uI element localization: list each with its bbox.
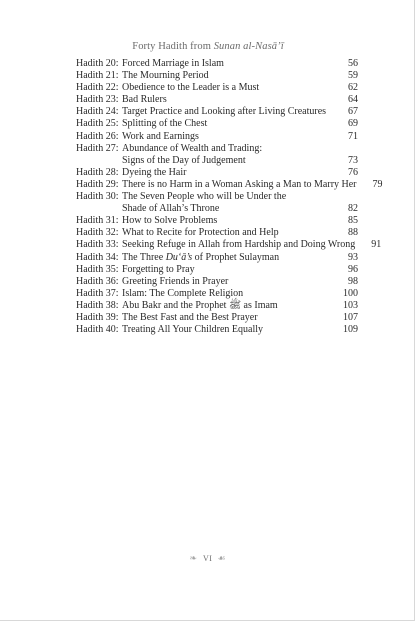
hadith-title: Forgetting to Pray bbox=[122, 263, 195, 275]
hadith-number: Hadith 33: bbox=[76, 239, 119, 251]
toc-entry bbox=[76, 143, 358, 155]
toc-entry bbox=[76, 252, 358, 264]
toc-entry bbox=[76, 155, 358, 167]
page-number: 96 bbox=[348, 263, 358, 275]
hadith-title-part: of Prophet Sulayman bbox=[192, 251, 280, 263]
hadith-title: How to Solve Problems bbox=[122, 215, 218, 227]
header-book-title: Sunan al-Nasā’ī bbox=[213, 41, 284, 52]
page-number: 85 bbox=[348, 215, 358, 227]
toc-entry bbox=[76, 131, 358, 143]
hadith-title: Work and Earnings bbox=[122, 130, 199, 142]
toc-entry bbox=[76, 106, 358, 118]
toc-entry bbox=[76, 264, 358, 276]
toc-entry bbox=[76, 203, 358, 215]
hadith-number: Hadith 40: bbox=[76, 324, 119, 336]
toc-entry bbox=[76, 58, 358, 70]
page-number: 56 bbox=[348, 58, 358, 69]
hadith-number: Hadith 22: bbox=[76, 82, 119, 94]
toc-entry bbox=[76, 312, 358, 324]
page-number: 109 bbox=[343, 324, 358, 336]
hadith-number: Hadith 34: bbox=[76, 251, 119, 263]
footer-ornament-left: ❧ bbox=[189, 553, 198, 563]
hadith-number: Hadith 20: bbox=[76, 58, 119, 69]
hadith-title: Greeting Friends in Prayer bbox=[122, 275, 229, 287]
page-number bbox=[332, 191, 358, 203]
hadith-title: Shade of Allah’s Throne bbox=[122, 203, 220, 215]
hadith-title: The Mourning Period bbox=[122, 70, 209, 82]
page-number: 91 bbox=[371, 239, 382, 251]
running-header bbox=[0, 41, 416, 52]
toc-entry bbox=[76, 82, 358, 94]
page-number: 103 bbox=[343, 299, 358, 311]
hadith-title: Bad Rulers bbox=[122, 94, 167, 106]
page-footer bbox=[0, 553, 416, 564]
page-number: 76 bbox=[348, 166, 358, 178]
hadith-number: Hadith 35: bbox=[76, 263, 119, 275]
toc-entry bbox=[76, 94, 358, 106]
hadith-number bbox=[76, 155, 122, 167]
hadith-number: Hadith 21: bbox=[76, 70, 119, 82]
page-number: 100 bbox=[343, 287, 358, 299]
toc-entry bbox=[76, 239, 382, 251]
hadith-title: Obedience to the Leader is a Must bbox=[122, 82, 260, 94]
hadith-number: Hadith 36: bbox=[76, 275, 119, 287]
hadith-title: Signs of the Day of Judgement bbox=[122, 154, 246, 166]
page-number: 64 bbox=[348, 94, 358, 106]
page-number: 93 bbox=[348, 251, 358, 263]
hadith-number: Hadith 39: bbox=[76, 311, 119, 323]
toc-entry bbox=[76, 288, 358, 300]
hadith-title: The Best Fast and the Best Prayer bbox=[122, 311, 258, 323]
page-number: 67 bbox=[348, 106, 358, 118]
table-of-contents bbox=[76, 58, 383, 336]
toc-entry bbox=[76, 215, 358, 227]
hadith-title: Splitting of the Chest bbox=[122, 118, 208, 130]
page-number: 59 bbox=[348, 70, 358, 82]
hadith-number: Hadith 23: bbox=[76, 94, 119, 106]
hadith-title: The Seven People who will be Under the bbox=[122, 191, 287, 203]
hadith-number: Hadith 29: bbox=[76, 178, 119, 190]
hadith-number: Hadith 25: bbox=[76, 118, 119, 130]
hadith-title: Forced Marriage in Islam bbox=[122, 58, 224, 69]
toc-entry bbox=[76, 178, 383, 191]
page-number: 82 bbox=[348, 203, 358, 215]
toc-entry bbox=[76, 167, 358, 179]
hadith-number: Hadith 31: bbox=[76, 215, 119, 227]
hadith-title-part: The Three bbox=[122, 251, 166, 263]
toc-entry bbox=[76, 324, 358, 336]
page-number: 79 bbox=[372, 178, 383, 190]
page-number bbox=[332, 143, 358, 155]
toc-entry bbox=[76, 300, 358, 312]
hadith-title: Abu Bakr and the Prophet ﷺ as Imam bbox=[122, 299, 278, 311]
toc-entry bbox=[76, 118, 358, 130]
page-number: 71 bbox=[348, 130, 358, 142]
toc-entry bbox=[76, 191, 358, 203]
page-number: 62 bbox=[348, 82, 358, 94]
hadith-number bbox=[76, 203, 122, 215]
hadith-title bbox=[122, 252, 332, 264]
page-number: 73 bbox=[348, 154, 358, 166]
hadith-number: Hadith 26: bbox=[76, 130, 119, 142]
page-number: 98 bbox=[348, 275, 358, 287]
hadith-title: Abundance of Wealth and Trading: bbox=[122, 142, 263, 154]
toc-entry bbox=[76, 276, 358, 288]
hadith-number: Hadith 38: bbox=[76, 299, 119, 311]
hadith-title: What to Recite for Protection and Help bbox=[122, 227, 279, 239]
hadith-title: Seeking Refuge in Allah from Hardship and Doing Wrong bbox=[122, 239, 356, 251]
toc-entry bbox=[76, 227, 358, 239]
header-prefix: Forty Hadith from bbox=[132, 41, 214, 52]
hadith-title: Dyeing the Hair bbox=[122, 166, 187, 178]
page-number: 69 bbox=[348, 118, 358, 130]
hadith-number: Hadith 32: bbox=[76, 227, 119, 239]
page-number: 88 bbox=[348, 227, 358, 239]
page-number: 107 bbox=[343, 311, 358, 323]
hadith-number: Hadith 27: bbox=[76, 142, 119, 154]
hadith-title: Islam: The Complete Religion bbox=[122, 287, 244, 299]
page-folio: VI bbox=[203, 554, 213, 563]
hadith-number: Hadith 37: bbox=[76, 287, 119, 299]
hadith-title-italic: Du‘ā’s bbox=[165, 251, 193, 263]
hadith-title: There is no Harm in a Woman Asking a Man to Marry Her bbox=[122, 178, 357, 190]
hadith-title: Treating All Your Children Equally bbox=[122, 324, 264, 336]
hadith-title: Target Practice and Looking after Living Creatures bbox=[122, 106, 327, 118]
hadith-number: Hadith 30: bbox=[76, 191, 119, 203]
hadith-number: Hadith 28: bbox=[76, 166, 119, 178]
toc-entry bbox=[76, 70, 358, 82]
footer-ornament-right: ☙ bbox=[217, 553, 227, 563]
hadith-number: Hadith 24: bbox=[76, 106, 119, 118]
